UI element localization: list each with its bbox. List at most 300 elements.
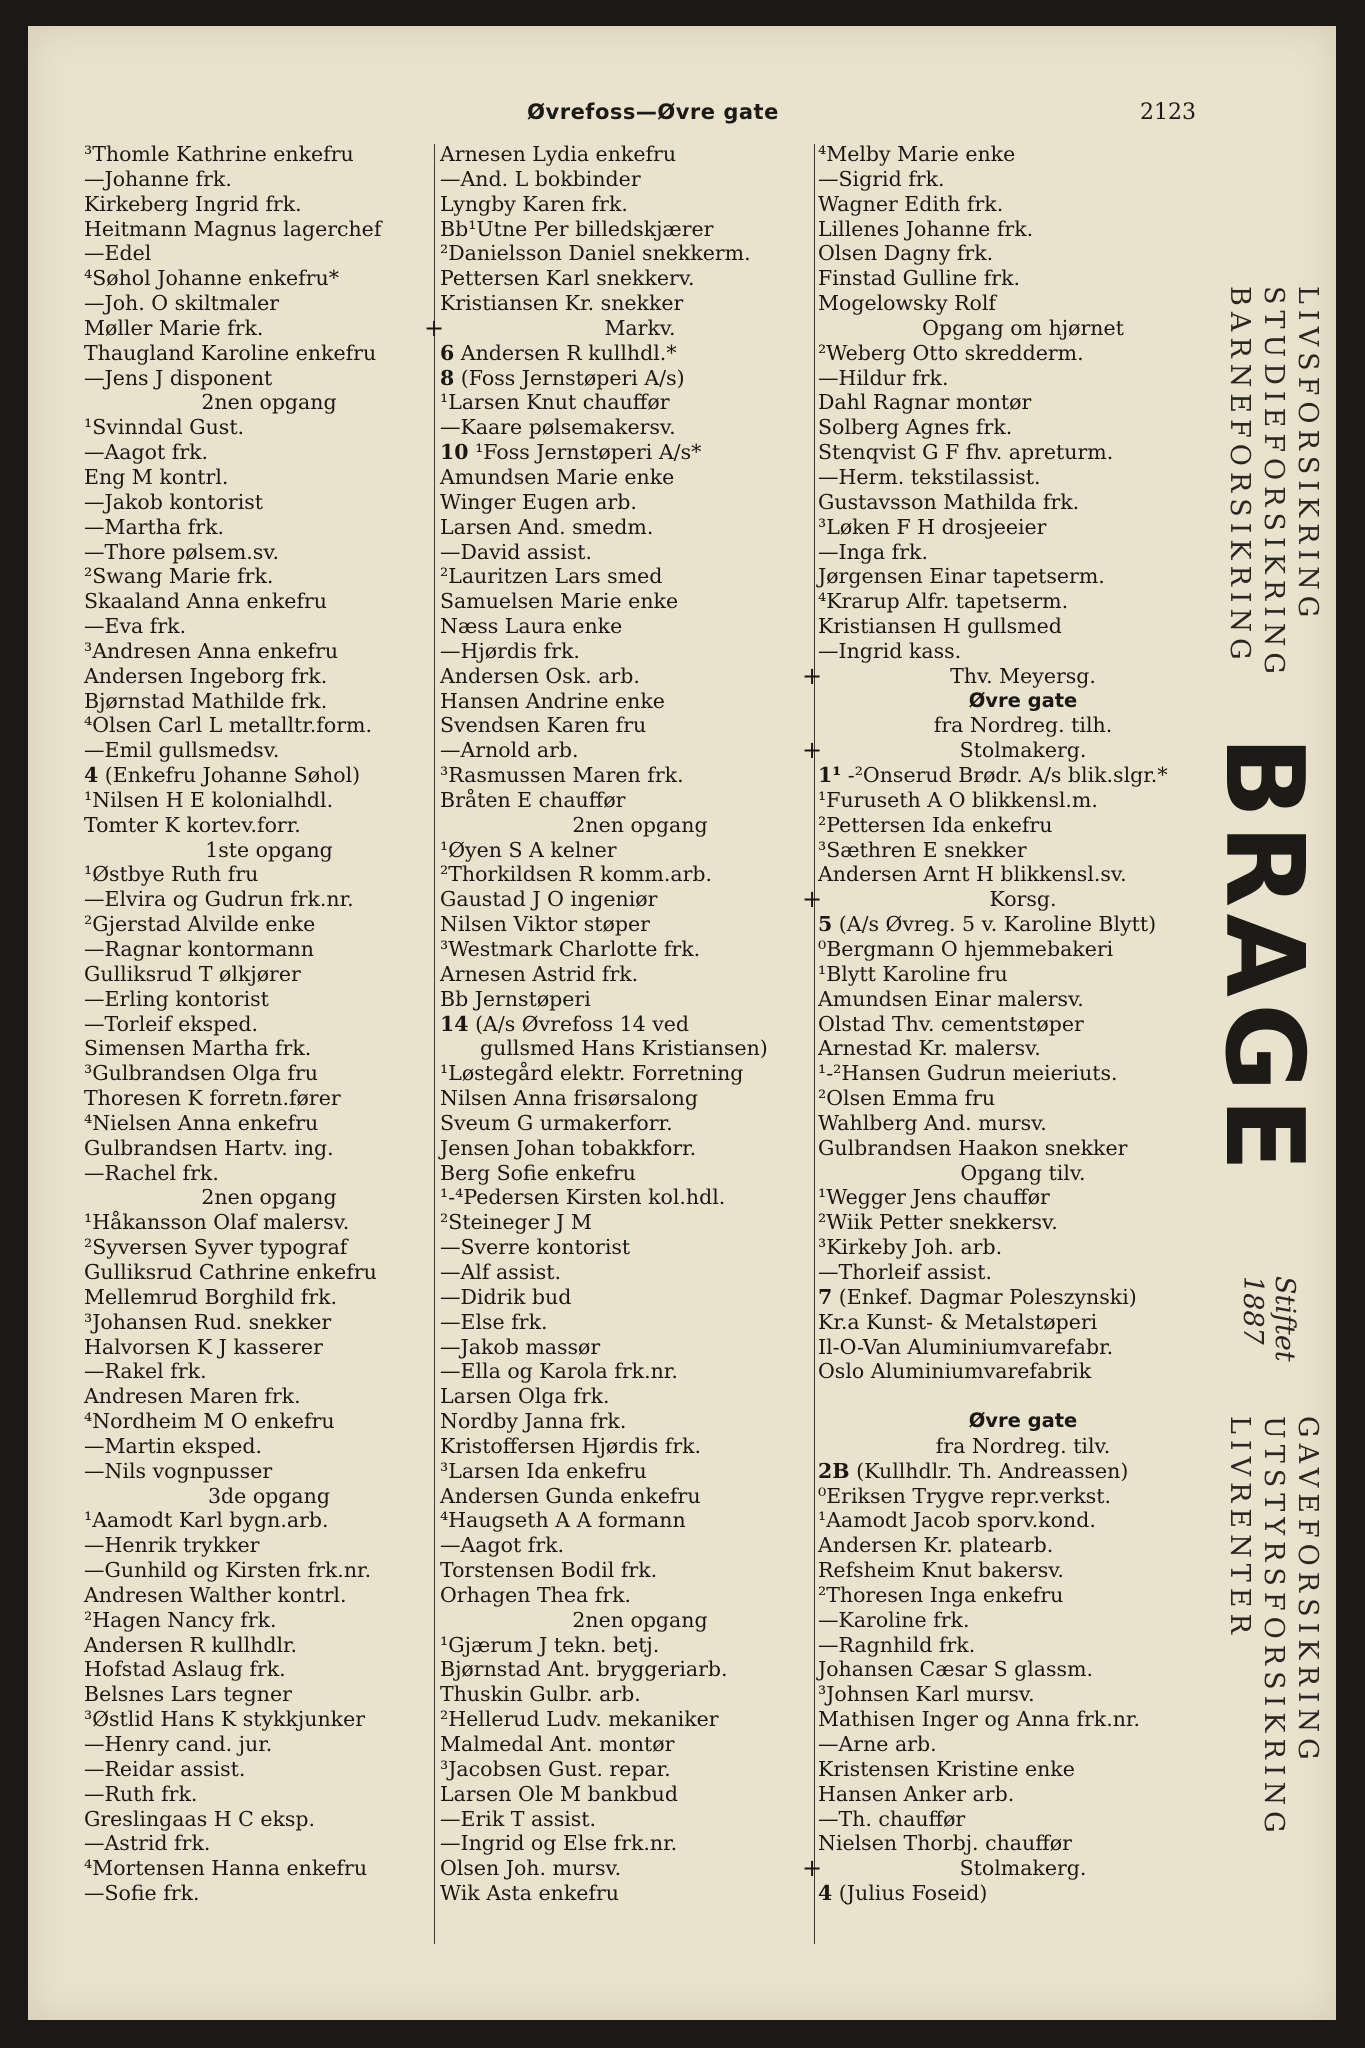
directory-entry [440,1707,840,1732]
directory-entry [84,1881,454,1906]
directory-entry [440,1335,840,1360]
directory-entry [440,1831,840,1856]
entry-text: —Joh. O skiltmaler [84,291,280,316]
entry-text: ²Hellerud Ludv. mekaniker [440,1707,719,1732]
directory-entry [818,1831,1228,1856]
directory-entry [818,1757,1228,1782]
directory-entry [84,313,454,342]
directory-entry [818,1136,1228,1161]
entry-text: Mogelowsky Rolf [818,291,996,316]
entry-text: Thv. Meyersg. [950,663,1096,688]
entry-text: ⁰Bergmann O hjemmebakeri [818,937,1114,961]
entry-text: ²Thoresen Inga enkefru [818,1582,1064,1607]
entry-text: 3de opgang [208,1483,330,1508]
insurance-advertisement [1201,276,1326,1916]
section-label [818,1434,1228,1459]
directory-entry [84,564,454,589]
directory-entry [440,1881,840,1906]
entry-text: Olsen Dagny frk. [818,241,994,266]
directory-entry [84,937,454,962]
directory-entry [818,465,1228,490]
directory-entry [818,540,1228,565]
directory-entry [440,838,840,863]
entry-text: Gulliksrud Cathrine enkefru [84,1259,377,1284]
directory-entry [818,1807,1228,1832]
directory-entry [84,415,454,440]
directory-entry [84,788,454,813]
entry-text: Øvre gate [968,688,1078,712]
directory-entry [84,1335,454,1360]
directory-entry [84,862,454,887]
directory-entry [84,1161,454,1186]
directory-entry [440,937,840,962]
entry-text: ³Østlid Hans K stykkjunker [84,1707,366,1732]
entry-text: ¹Foss Jernstøperi A/s* [475,440,702,465]
directory-entry [818,1359,1228,1384]
directory-entry [84,639,454,664]
cross-street-icon: + [802,736,823,765]
directory-entry [818,1533,1228,1558]
directory-entry [440,490,840,515]
directory-entry [818,1608,1228,1633]
directory-entry [818,1210,1228,1235]
entry-text: —Jakob kontorist [84,489,264,514]
entry-text: ²Lauritzen Lars smed [440,564,663,589]
entry-text: ⁴Haugseth A A formann [440,1508,686,1533]
directory-entry [818,1285,1228,1310]
entry-text: Mathisen Inger og Anna frk.nr. [818,1707,1140,1732]
entry-text: Hansen Anker arb. [818,1781,1015,1806]
directory-entry [440,1682,840,1707]
directory-entry [84,1807,454,1832]
entry-text: Wik Asta enkefru [440,1881,619,1906]
entry-text: Arnesen Lydia enkefru [440,142,677,166]
house-number: 8 [440,365,455,390]
entry-text: ¹Løstegård elektr. Forretning [440,1061,744,1086]
entry-text: Thuskin Gulbr. arb. [440,1682,641,1707]
entry-text: —Edel [84,241,152,266]
directory-entry [818,1881,1228,1906]
entry-text: —Sverre kontorist [440,1235,631,1260]
entry-text: Amundsen Marie enke [440,464,675,489]
directory-entry [440,167,840,192]
directory-entry [84,1409,454,1434]
entry-text: ¹Svinndal Gust. [84,415,245,440]
directory-entry [818,763,1228,788]
directory-entry [84,1384,454,1409]
entry-text: —David assist. [440,539,593,564]
entry-text: Kristiansen H gullsmed [818,614,1062,639]
directory-column-1 [84,142,454,1906]
page-header [28,100,1336,140]
directory-entry [818,1782,1228,1807]
entry-text: Kristiansen Kr. snekker [440,291,684,316]
directory-entry [440,1583,840,1608]
directory-entry [440,1856,840,1881]
directory-entry [440,589,840,614]
directory-entry [818,838,1228,863]
entry-text: Il-O-Van Aluminiumvarefabr. [818,1334,1114,1359]
directory-entry [818,390,1228,415]
ad-line: UTSTYRSFORSIKRING [1258,1416,1289,1839]
directory-entry [818,937,1228,962]
directory-entry [818,788,1228,813]
directory-entry [440,1185,840,1210]
directory-entry [84,490,454,515]
directory-entry [440,1757,840,1782]
entry-text: Bb Jernstøperi [440,986,591,1011]
directory-entry [84,1757,454,1782]
entry-text: ¹Håkansson Olaf malersv. [84,1210,350,1235]
entry-text: —Hjørdis frk. [440,638,580,663]
directory-entry [440,1533,840,1558]
directory-entry [818,1061,1228,1086]
entry-text: ²Olsen Emma fru [818,1086,996,1111]
house-number: 4 [818,1881,833,1906]
entry-text: Berg Sofie enkefru [440,1160,636,1185]
entry-text: 2nen opgang [201,1185,337,1210]
ad-line: GAVEFORSIKRING [1292,1416,1323,1766]
entry-text: ⁴Nordheim M O enkefru [84,1409,335,1434]
entry-text: —Ella og Karola frk.nr. [440,1359,678,1384]
directory-entry [440,788,840,813]
directory-entry [440,713,840,738]
entry-text: Larsen And. smedm. [440,514,654,539]
directory-entry [818,440,1228,465]
directory-entry [84,1359,454,1384]
directory-entry [818,366,1228,391]
directory-entry [440,1782,840,1807]
directory-entry [84,266,454,291]
house-number: 10 [440,440,469,465]
directory-entry [818,1235,1228,1260]
entry-text: Simensen Martha frk. [84,1036,312,1061]
directory-entry [818,1335,1228,1360]
directory-entry [440,1409,840,1434]
entry-text: Olsen Joh. mursv. [440,1856,622,1881]
entry-text: Winger Eugen arb. [440,489,637,514]
directory-entry [84,1657,454,1682]
ad-line: STUDIEFORSIKRING [1258,286,1289,681]
entry-text: —Alf assist. [440,1259,562,1284]
entry-text: Larsen Ole M bankbud [440,1781,678,1806]
directory-entry [440,1111,840,1136]
directory-entry [84,1508,454,1533]
house-number: 14 [440,1011,469,1036]
directory-entry [84,1285,454,1310]
directory-entry [818,1036,1228,1061]
entry-text: Gaustad J O ingeniør [440,887,658,912]
entry-text: ⁰Eriksen Trygve repr.verkst. [818,1483,1112,1508]
street-heading [818,1409,1228,1434]
entry-text: Samuelsen Marie enke [440,589,679,614]
cross-street-icon: + [802,885,823,914]
entry-text: —Thore pølsem.sv. [84,539,279,564]
house-number: 5 [818,912,833,937]
directory-entry [440,415,840,440]
entry-text: —Henrik trykker [84,1533,260,1558]
entry-text: —Eva frk. [84,614,187,639]
entry-text: ³Thomle Kathrine enkefru [84,142,354,166]
entry-text: Gulbrandsen Haakon snekker [818,1135,1128,1160]
entry-text: Refsheim Knut bakersv. [818,1558,1064,1583]
entry-text: Nielsen Thorbj. chauffør [818,1831,1072,1856]
entry-text: —Inga frk. [818,539,928,564]
entry-text: —Emil gullsmedsv. [84,738,280,763]
directory-entry [818,1508,1228,1533]
section-label [802,736,1228,765]
directory-entry [440,689,840,714]
directory-entry [84,664,454,689]
directory-entry [84,1682,454,1707]
directory-entry [440,192,840,217]
directory-entry [84,1061,454,1086]
entry-text: ⁴Søhol Johanne enkefru* [84,266,339,291]
entry-text: ³Sæthren E snekker [818,837,1027,862]
directory-entry [818,142,1228,167]
directory-entry [84,167,454,192]
entry-text: ²Steineger J M [440,1210,592,1235]
entry-text: ⁴Melby Marie enke [818,142,1016,166]
directory-entry [440,1434,840,1459]
directory-entry [818,962,1228,987]
section-label [440,1608,840,1633]
directory-entry [84,1558,454,1583]
directory-entry [440,341,840,366]
entry-text: Hansen Andrine enke [440,688,665,713]
entry-text: —Aagot frk. [84,440,209,465]
entry-text: —Henry cand. jur. [84,1732,273,1756]
directory-entry [84,1707,454,1732]
entry-text: Thoresen K forretn.fører [84,1086,341,1111]
directory-entry [818,167,1228,192]
entry-text: ²Weberg Otto skredderm. [818,340,1084,365]
entry-text: —Herm. tekstilassist. [818,464,1041,489]
directory-entry [84,1434,454,1459]
entry-text: Nilsen Anna frisørsalong [440,1086,698,1111]
entry-text: 2nen opgang [572,812,708,837]
directory-entry [440,241,840,266]
entry-text: ³Johnsen Karl mursv. [818,1682,1035,1707]
entry-text: Jensen Johan tobakkforr. [440,1135,697,1160]
entry-text: —Kaare pølsemakersv. [440,415,676,440]
directory-entry [440,962,840,987]
directory-entry [440,661,840,690]
entry-text: Stolmakerg. [959,738,1087,763]
entry-text: Svendsen Karen fru [440,713,647,738]
entry-text: Gustavsson Mathilda frk. [818,489,1080,514]
entry-text: —Gunhild og Kirsten frk.nr. [84,1558,372,1583]
directory-entry [818,1633,1228,1658]
entry-text: —Sofie frk. [84,1881,200,1906]
entry-text: (Julius Foseid) [838,1881,988,1906]
entry-text: Halvorsen K J kasserer [84,1334,323,1359]
directory-entry [84,713,454,738]
entry-text: gullsmed Hans Kristiansen) [480,1036,768,1061]
entry-text: Olstad Thv. cementstøper [818,1011,1084,1036]
entry-text: Andersen Arnt H blikkensl.sv. [818,862,1127,887]
entry-text: Bjørnstad Mathilde frk. [84,688,328,713]
section-label [802,885,1228,914]
entry-text: Andersen Gunda enkefru [440,1483,701,1508]
entry-text: 2nen opgang [572,1607,708,1632]
directory-entry [818,987,1228,1012]
entry-text: Larsen Olga frk. [440,1384,610,1409]
entry-text: Amundsen Einar malersv. [818,986,1084,1011]
directory-entry [440,1459,840,1484]
entry-text: Greslingaas H C eksp. [84,1806,316,1831]
directory-entry [818,862,1228,887]
street-heading [818,689,1228,714]
entry-text: —Thorleif assist. [818,1259,992,1284]
entry-text: ³Westmark Charlotte frk. [440,937,701,961]
directory-entry [818,1260,1228,1285]
entry-text: ²Gjerstad Alvilde enke [84,912,316,937]
directory-entry [84,241,454,266]
directory-entry [818,1012,1228,1037]
directory-entry [818,415,1228,440]
entry-text: Øvre gate [968,1409,1078,1433]
entry-text: Lyngby Karen frk. [440,191,628,216]
entry-text: ²Hagen Nancy frk. [84,1607,277,1632]
entry-text: (A/s Øvrefoss 14 ved [475,1011,690,1036]
entry-text: Andersen Ingeborg frk. [84,663,328,688]
entry-text: ³Rasmussen Maren frk. [440,763,684,788]
entry-text: Nilsen Viktor støper [440,912,650,937]
directory-entry [84,1210,454,1235]
entry-text: —Elvira og Gudrun frk.nr. [84,887,354,912]
entry-text: ²Pettersen Ida enkefru [818,812,1053,837]
directory-entry [440,912,840,937]
entry-text: —Nils vognpusser [84,1458,273,1483]
entry-text: (A/s Øvreg. 5 v. Karoline Blytt) [838,912,1157,937]
entry-text: Eng M kontrl. [84,464,229,489]
entry-text: Finstad Gulline frk. [818,266,1021,291]
entry-text: Orhagen Thea frk. [440,1582,632,1607]
directory-entry [84,689,454,714]
entry-text: 2nen opgang [201,390,337,415]
entry-text: —Torleif eksped. [84,1011,259,1036]
directory-entry [440,887,840,912]
directory-entry [440,515,840,540]
directory-entry [440,862,840,887]
entry-text: Belsnes Lars tegner [84,1682,292,1707]
entry-text: Gulliksrud T ølkjører [84,961,301,986]
directory-entry [84,1136,454,1161]
entry-text: ²Swang Marie frk. [84,564,274,589]
directory-entry [84,1235,454,1260]
house-number: 2B [818,1458,850,1483]
entry-text: Andersen R kullhdlr. [84,1632,298,1657]
ad-line: BARNEFORSIKRING [1224,286,1255,666]
directory-entry [440,987,840,1012]
directory-entry [440,614,840,639]
directory-entry [440,217,840,242]
directory-entry [440,1012,840,1037]
entry-text: ⁴Mortensen Hanna enkefru [84,1856,368,1881]
entry-text: (Foss Jernstøperi A/s) [460,365,685,390]
directory-entry [818,1086,1228,1111]
directory-entry [84,440,454,465]
directory-entry [84,987,454,1012]
directory-entry [440,1359,840,1384]
section-label [84,390,454,415]
entry-text: —Erik T assist. [440,1806,597,1831]
directory-entry [818,515,1228,540]
entry-text: Andresen Walther kontrl. [84,1582,347,1607]
entry-text: -²Onserud Brødr. A/s blik.slgr.* [847,763,1168,788]
directory-entry [440,1210,840,1235]
directory-entry [818,1310,1228,1335]
entry-text: Bb¹Utne Per billedskjærer [440,216,714,241]
entry-text: Arnesen Astrid frk. [440,961,639,986]
brand-logo: BRAGE [1201,736,1326,1178]
directory-entry [84,366,454,391]
entry-text: Andersen Kr. platearb. [818,1533,1054,1558]
entry-text: ³Jacobsen Gust. repar. [440,1756,671,1781]
entry-text: —Th. chauffør [818,1806,966,1831]
directory-entry [84,1732,454,1757]
entry-text: Wahlberg And. mursv. [818,1110,1047,1135]
directory-entry [440,1484,840,1509]
entry-text: Lillenes Johanne frk. [818,216,1034,241]
entry-text: —Karoline frk. [818,1607,970,1632]
directory-entry [84,540,454,565]
entry-text: Møller Marie frk. [84,315,264,340]
entry-text: Kr.a Kunst- & Metalstøperi [818,1309,1098,1334]
directory-entry [818,564,1228,589]
entry-text: Opgang tilv. [960,1160,1086,1185]
entry-text: ¹Furuseth A O blikkensl.m. [818,787,1098,812]
entry-text: ⁴Olsen Carl L metalltr.form. [84,713,372,738]
entry-text: Heitmann Magnus lagerchef [84,216,382,241]
directory-entry [818,912,1228,937]
entry-text: —Ragnhild frk. [818,1632,976,1657]
directory-entry [818,490,1228,515]
directory-entry [818,341,1228,366]
entry-text: ¹-⁴Pedersen Kirsten kol.hdl. [440,1185,726,1210]
entry-text: Sveum G urmakerforr. [440,1110,673,1135]
directory-entry [440,291,840,316]
directory-entry [84,614,454,639]
entry-text: —Sigrid frk. [818,166,945,191]
entry-text: ¹Blytt Karoline fru [818,961,1008,986]
entry-text: (Enkefru Johanne Søhol) [104,763,361,788]
section-label [440,813,840,838]
entry-text: ³Gulbrandsen Olga fru [84,1061,319,1086]
directory-entry [440,390,840,415]
directory-entry [84,142,454,167]
entry-text: ³Johansen Rud. snekker [84,1309,332,1334]
entry-text: Johansen Cæsar S glassm. [818,1657,1094,1682]
entry-text: Næss Laura enke [440,614,623,639]
entry-text: —Astrid frk. [84,1831,211,1856]
directory-entry [818,1682,1228,1707]
entry-text: ¹Aamodt Jacob sporv.kond. [818,1508,1096,1533]
entry-text: ³Larsen Ida enkefru [440,1458,647,1483]
entry-text: 1ste opgang [205,837,333,862]
entry-text: ⁴Nielsen Anna enkefru [84,1110,319,1135]
entry-text: Korsg. [989,887,1057,912]
directory-entry [84,1583,454,1608]
ad-line: LIVSFORSIKRING [1292,286,1323,624]
directory-entry [818,217,1228,242]
ad-line: LIVRENTER [1224,1416,1255,1640]
house-number: 6 [440,340,455,365]
directory-entry [84,763,454,788]
section-label [802,661,1228,690]
directory-entry [818,1484,1228,1509]
